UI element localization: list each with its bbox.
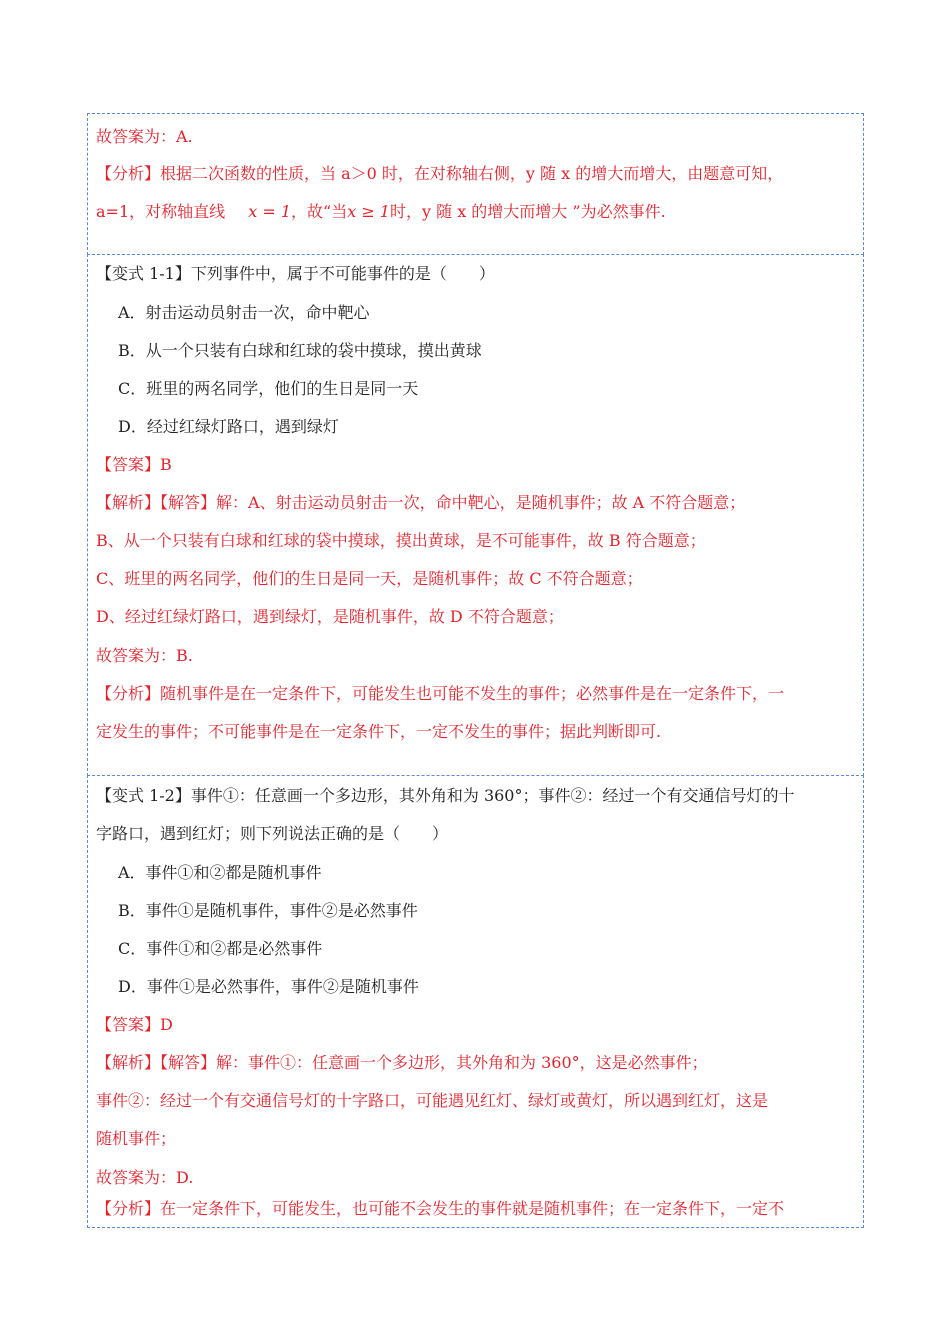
explain-line-2: 事件②：经过一个有交通信号灯的十字路口，可能遇见红灯、绿灯或黄灯，所以遇到红灯，这是 xyxy=(96,1091,769,1110)
question-text-line-2: 字路口，遇到红灯；则下列说法正确的是（ ） xyxy=(96,824,449,843)
analysis-line-2: 定发生的事件；不可能事件是在一定条件下，一定不发生的事件；据此判断即可. xyxy=(96,722,662,741)
explain-line-3: 随机事件； xyxy=(96,1129,177,1148)
explain-line-1: 【解析】【解答】解：A、射击运动员射击一次，命中靶心，是随机事件；故 A 不符合题意； xyxy=(96,493,746,512)
conclusion-line: 故答案为：D. xyxy=(96,1168,194,1187)
explain-line-3: C、班里的两名同学，他们的生日是同一天，是随机事件；故 C 不符合题意； xyxy=(96,569,643,588)
option-b: B．事件①是随机事件，事件②是必然事件 xyxy=(118,901,418,920)
answer-tag: 【答案】 xyxy=(96,455,161,474)
question-text: 事件①：任意画一个多边形，其外角和为 360°；事件②：经过一个有交通信号灯的十 xyxy=(190,786,795,805)
analysis-line-1 xyxy=(96,163,783,185)
solution-box-1 xyxy=(87,113,864,255)
question-box-variant-1-2 xyxy=(87,775,864,1228)
explain-tag: 【解析】【解答】 xyxy=(96,1053,217,1072)
analysis-line-2: a=1，对称轴直线 x = 1，故“当x ≥ 1时，y 随 x 的增大而增大 ”为必然事件. xyxy=(96,202,666,221)
answer-value: D xyxy=(160,1015,173,1034)
analysis-tag: 【分析】 xyxy=(96,1199,161,1218)
answer-value: B xyxy=(160,455,172,474)
option-c: C．班里的两名同学，他们的生日是同一天 xyxy=(118,379,419,398)
question-title xyxy=(96,263,495,285)
option-b: B．从一个只装有白球和红球的袋中摸球，摸出黄球 xyxy=(118,341,482,360)
question-title xyxy=(96,785,795,807)
analysis-text: 根据二次函数的性质，当 a＞0 时，在对称轴右侧，y 随 x 的增大而增大，由题意可知， xyxy=(160,164,784,183)
answer-line xyxy=(96,454,172,476)
analysis-line-1: 【分析】在一定条件下，可能发生，也可能不会发生的事件就是随机事件；在一定条件下，一定不 xyxy=(96,1199,785,1218)
explain-tag: 【解析】【解答】 xyxy=(96,493,217,512)
math-expression: x ≥ 1 xyxy=(347,202,390,221)
option-c: C．事件①和②都是必然事件 xyxy=(118,939,323,958)
option-a: A．射击运动员射击一次，命中靶心 xyxy=(118,303,370,322)
question-text: 下列事件中，属于不可能事件的是（ ） xyxy=(190,264,495,283)
explain-line-2: B、从一个只装有白球和红球的袋中摸球，摸出黄球，是不可能事件，故 B 符合题意； xyxy=(96,531,706,550)
option-d: D．事件①是必然事件，事件②是随机事件 xyxy=(118,977,419,996)
question-box-variant-1-1 xyxy=(87,254,864,776)
variant-tag: 【变式 1-2】 xyxy=(96,786,191,805)
option-d: D．经过红绿灯路口，遇到绿灯 xyxy=(118,417,339,436)
analysis-tag: 【分析】 xyxy=(96,164,161,183)
answer-line xyxy=(96,1014,173,1036)
answer-tag: 【答案】 xyxy=(96,1015,161,1034)
analysis-line-1: 【分析】随机事件是在一定条件下，可能发生也可能不发生的事件；必然事件是在一定条件下，一 xyxy=(96,684,785,703)
math-expression: x = 1 xyxy=(248,202,292,221)
conclusion-line: 故答案为：B. xyxy=(96,646,193,665)
explain-line-4: D、经过红绿灯路口，遇到绿灯，是随机事件，故 D 不符合题意； xyxy=(96,607,564,626)
variant-tag: 【变式 1-1】 xyxy=(96,264,191,283)
explain-line-1: 【解析】【解答】解：事件①：任意画一个多边形，其外角和为 360°，这是必然事件； xyxy=(96,1053,708,1072)
analysis-tag: 【分析】 xyxy=(96,684,161,703)
option-a: A．事件①和②都是随机事件 xyxy=(118,863,322,882)
conclusion-line: 故答案为：A. xyxy=(96,127,193,146)
